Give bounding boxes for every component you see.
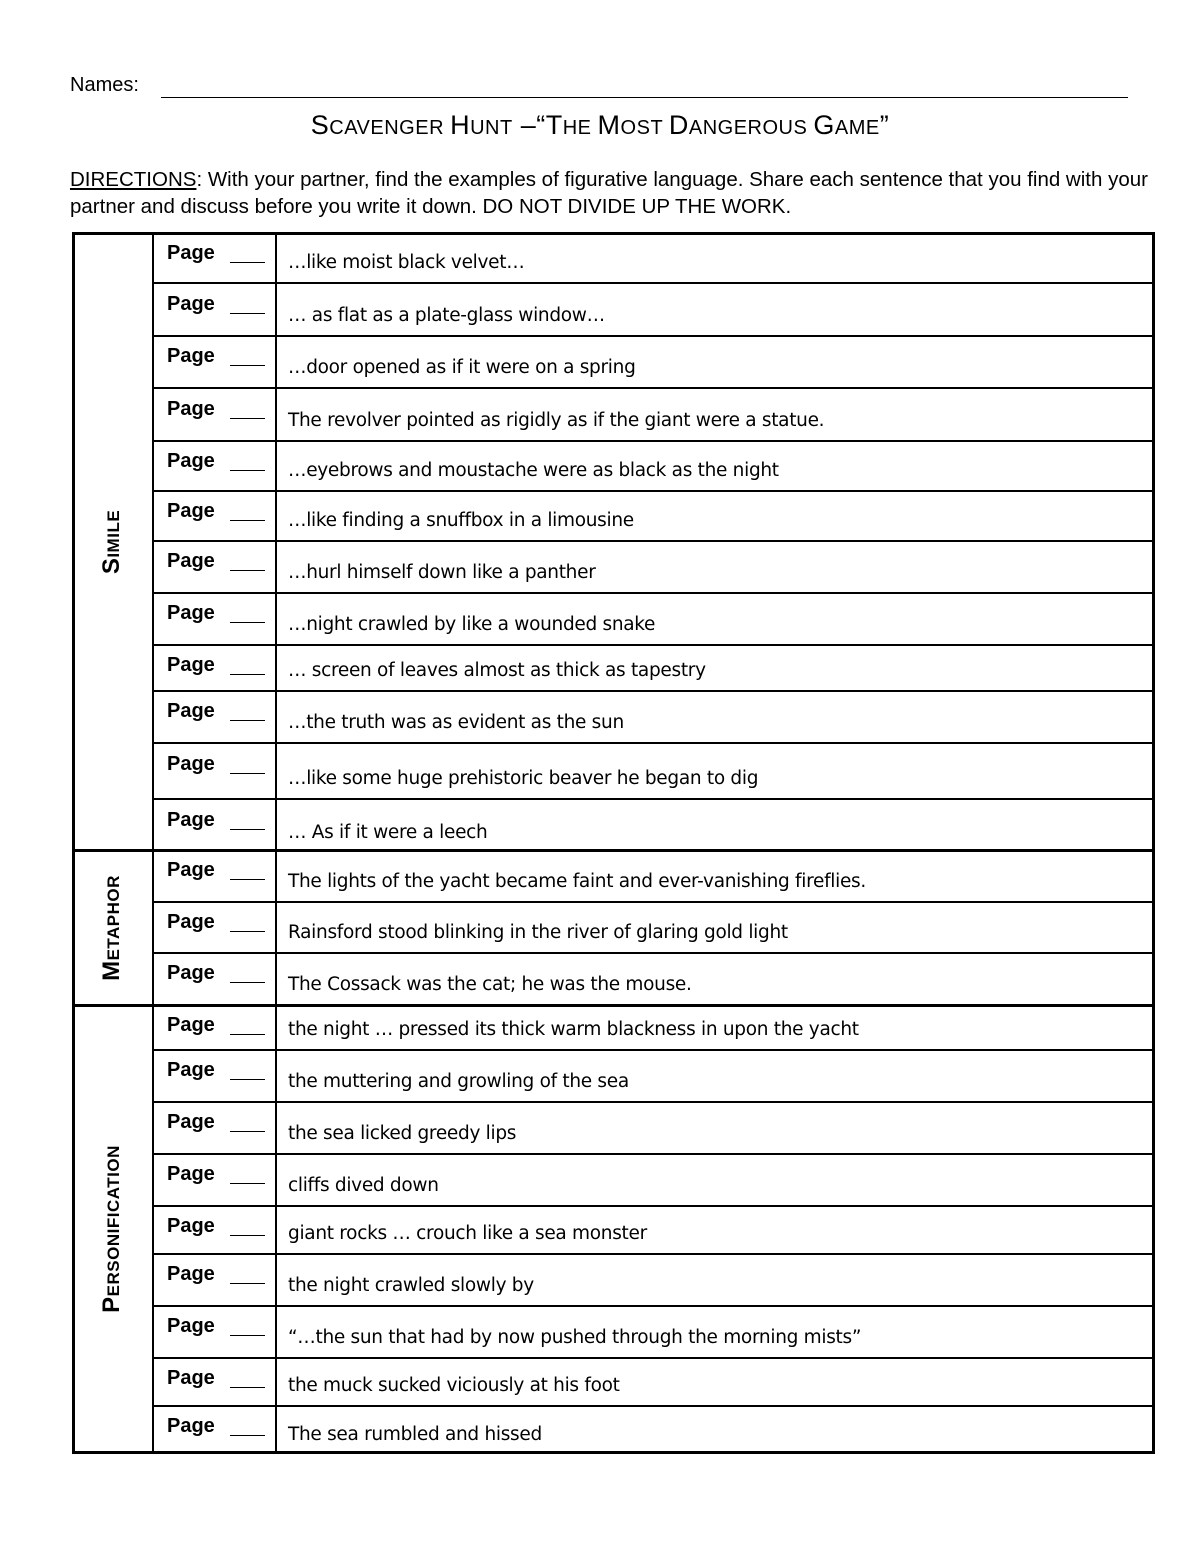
directions-text: : With your partner, find the examples of figurative language. Share each sentence that you find with your partner and discuss before you write it down. DO NOT DIVIDE UP THE WORK. [70,168,1148,218]
directions [70,166,1150,220]
page-number-blank[interactable] [230,470,265,471]
page-label: Page [167,398,215,420]
page-label: Page [167,1163,215,1185]
title-part: OST [620,117,669,139]
title-part: D [668,110,689,140]
table-row [72,1357,1155,1405]
table-row [72,742,1155,798]
quote-text: …like some huge prehistoric beaver he began to dig [288,768,759,789]
page-number-blank[interactable] [230,570,265,571]
page-label: Page [167,500,215,522]
quote-text: “…the sun that had by now pushed through the morning mists” [288,1327,862,1348]
quote-text: the muttering and growling of the sea [288,1071,629,1092]
page-number-blank[interactable] [230,1131,265,1132]
table-row [72,592,1155,644]
page-number-blank[interactable] [230,829,265,830]
page-number-blank[interactable] [230,365,265,366]
page-number-blank[interactable] [230,773,265,774]
category-initial: M [98,960,126,981]
table-row [72,1153,1155,1205]
page-number-blank[interactable] [230,720,265,721]
table-row [72,440,1155,490]
names-field[interactable] [161,97,1128,98]
table-row [72,1305,1155,1357]
quote-text: The lights of the yacht became faint and ever-vanishing fireflies. [288,871,866,892]
table-row [72,849,1155,901]
page-number-blank[interactable] [230,1435,265,1436]
quote-text: …the truth was as evident as the sun [288,712,624,733]
table-row [72,232,1155,282]
page-label: Page [167,345,215,367]
page-label: Page [167,859,215,881]
quote-text: the night … pressed its thick warm blackness in upon the yacht [288,1019,859,1040]
table-row [72,798,1155,852]
table-row [72,540,1155,592]
table-row [72,901,1155,952]
title-part: UNT [470,117,513,139]
page-number-blank[interactable] [230,520,265,521]
page-number-blank[interactable] [230,1235,265,1236]
page-label: Page [167,809,215,831]
page-label: Page [167,1415,215,1437]
quote-text: …eyebrows and moustache were as black as the night [288,460,779,481]
quote-text: The Cossack was the cat; he was the mouse. [288,974,692,995]
title-part: H [450,110,471,140]
page-number-blank[interactable] [230,313,265,314]
directions-label: DIRECTIONS [70,168,197,191]
quote-text: … screen of leaves almost as thick as tapestry [288,660,706,681]
page-label: Page [167,602,215,624]
page-label: Page [167,1215,215,1237]
quote-text: …night crawled by like a wounded snake [288,614,656,635]
title-part: S [310,110,330,140]
page-label: Page [167,962,215,984]
title-part: ANGEROUS [688,117,814,139]
quote-text: …like moist black velvet… [288,252,525,273]
table-row [72,1004,1155,1049]
table-row [72,282,1155,335]
names-label: Names: [70,74,139,96]
table-row [72,1049,1155,1101]
title-part: HE [562,117,598,139]
category-initial: P [98,1296,126,1313]
page-label: Page [167,293,215,315]
page-number-blank[interactable] [230,622,265,623]
page-number-blank[interactable] [230,1034,265,1035]
table-row [72,644,1155,690]
page-number-blank[interactable] [230,1387,265,1388]
category-rest: ETAPHOR [104,875,124,961]
table-row [72,335,1155,387]
category-rest: ERSONIFICATION [104,1145,124,1297]
page-number-blank[interactable] [230,1183,265,1184]
page-label: Page [167,1059,215,1081]
title-part: AME [834,117,880,139]
table-row [72,1253,1155,1305]
quote-text: … as flat as a plate-glass window… [288,305,605,326]
page-label: Page [167,1014,215,1036]
quote-text: the sea licked greedy lips [288,1123,517,1144]
quote-text: …door opened as if it were on a spring [288,357,636,378]
worksheet-title [0,110,1200,141]
table-row [72,952,1155,1004]
quote-text: …like finding a snuffbox in a limousine [288,510,634,531]
page-label: Page [167,654,215,676]
quote-text: giant rocks … crouch like a sea monster [288,1223,647,1244]
quote-text: the night crawled slowly by [288,1275,534,1296]
page-label: Page [167,700,215,722]
page-label: Page [167,753,215,775]
category-rest: IMILE [103,509,123,558]
quote-text: the muck sucked viciously at his foot [288,1375,620,1396]
page-label: Page [167,1367,215,1389]
quote-text: The sea rumbled and hissed [288,1424,542,1445]
title-part: G [813,110,835,140]
page-label: Page [167,1111,215,1133]
page-number-blank[interactable] [230,982,265,983]
title-part: ” [879,110,890,140]
quote-text: The revolver pointed as rigidly as if the giant were a statue. [288,410,825,431]
page-number-blank[interactable] [230,1283,265,1284]
page-number-blank[interactable] [230,1079,265,1080]
page-label: Page [167,1315,215,1337]
title-part: CAVENGER [329,117,451,139]
page-label: Page [167,1263,215,1285]
scavenger-hunt-table [72,232,1155,1454]
table-row [72,387,1155,440]
page-number-blank[interactable] [230,674,265,675]
category-initial: S [97,557,125,575]
table-row [72,1101,1155,1153]
page-label: Page [167,911,215,933]
quote-text: cliffs dived down [288,1175,439,1196]
page-number-blank[interactable] [230,418,265,419]
page-number-blank[interactable] [230,931,265,932]
table-row [72,1205,1155,1253]
page-label: Page [167,450,215,472]
title-part: –“T [512,110,563,140]
page-number-blank[interactable] [230,1335,265,1336]
title-part: M [597,110,621,140]
table-row [72,690,1155,742]
quote-text: …hurl himself down like a panther [288,562,596,583]
names-line [70,74,1130,100]
quote-text: … As if it were a leech [288,822,488,843]
page-label: Page [167,242,215,264]
table-row [72,1405,1155,1454]
page-number-blank[interactable] [230,262,265,263]
table-row [72,490,1155,540]
quote-text: Rainsford stood blinking in the river of glaring gold light [288,922,788,943]
page-label: Page [167,550,215,572]
page-number-blank[interactable] [230,879,265,880]
